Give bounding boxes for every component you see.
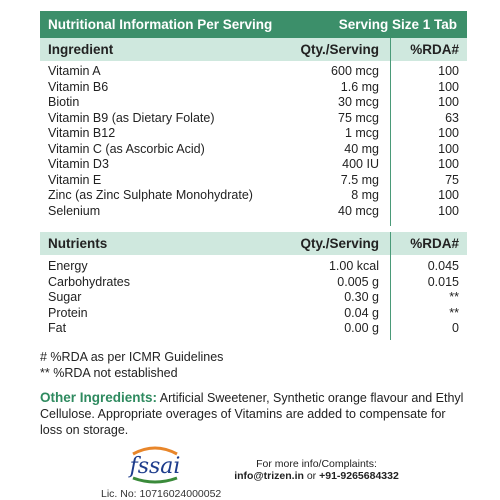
contact-info xyxy=(229,458,404,482)
row-qty: 8 mg xyxy=(351,188,379,202)
nutrients-rows xyxy=(40,259,467,337)
col-rda: %RDA# xyxy=(410,236,459,251)
table-row xyxy=(40,306,467,322)
row-name: Vitamin E xyxy=(48,172,102,187)
table-row xyxy=(40,80,467,96)
row-qty: 30 mcg xyxy=(338,95,379,109)
row-rda: 0.045 xyxy=(427,259,459,273)
row-qty: 0.04 g xyxy=(344,305,379,320)
row-rda: 100 xyxy=(438,64,459,78)
vitamins-table-header xyxy=(40,38,467,61)
license-number: Lic. No: 10716024000052 xyxy=(101,488,222,500)
table-row xyxy=(40,275,467,291)
row-name: Vitamin D3 xyxy=(48,157,109,171)
other-ingredients xyxy=(40,390,470,438)
row-name: Vitamin C (as Ascorbic Acid) xyxy=(48,141,205,156)
nutrition-header xyxy=(40,11,467,38)
row-name: Vitamin A xyxy=(48,64,101,78)
other-ingredients-text: Artificial Sweetener, Synthetic orange flavour and Ethyl Cellulose. Appropriate overages of Vitamins are added to compensate for loss on storage. xyxy=(40,391,464,437)
row-name: Carbohydrates xyxy=(48,274,130,289)
contact-line xyxy=(229,470,404,482)
nutrition-title: Nutritional Information Per Serving xyxy=(48,17,273,32)
row-rda: 0 xyxy=(452,321,459,335)
table-row xyxy=(40,188,467,204)
row-qty: 1 mcg xyxy=(344,126,379,140)
footnotes xyxy=(40,349,223,381)
vitamins-rows xyxy=(40,64,467,219)
row-qty: 0.005 g xyxy=(337,274,379,289)
col-rda: %RDA# xyxy=(410,42,459,57)
row-qty: 40 mcg xyxy=(338,203,379,218)
row-name: Biotin xyxy=(48,95,80,109)
nutrients-table-header xyxy=(40,232,467,255)
row-rda: 63 xyxy=(445,110,459,125)
row-name: Vitamin B12 xyxy=(48,126,116,140)
col-qty: Qty./Serving xyxy=(300,236,379,251)
row-name: Vitamin B6 xyxy=(48,79,109,94)
contact-email: info@trizen.in xyxy=(234,470,304,482)
row-rda: 0.015 xyxy=(427,274,459,289)
table-row xyxy=(40,111,467,127)
col-nutrients: Nutrients xyxy=(48,236,108,251)
row-rda: 100 xyxy=(438,203,459,218)
row-name: Sugar xyxy=(48,290,82,304)
row-qty: 1.00 kcal xyxy=(328,259,379,273)
fssai-logo xyxy=(105,440,205,484)
row-qty: 7.5 mg xyxy=(340,172,379,187)
row-qty: 75 mcg xyxy=(338,110,379,125)
row-qty: 40 mg xyxy=(344,141,379,156)
row-qty: 600 mcg xyxy=(331,64,379,78)
table-row xyxy=(40,173,467,189)
footnote-not-established: ** %RDA not established xyxy=(40,366,178,380)
row-rda: 100 xyxy=(438,141,459,156)
row-rda: 100 xyxy=(438,157,459,171)
other-ingredients-label: Other Ingredients: xyxy=(40,390,158,405)
row-name: Vitamin B9 (as Dietary Folate) xyxy=(48,110,215,125)
row-rda: 100 xyxy=(438,188,459,202)
table-row xyxy=(40,204,467,220)
row-rda: 75 xyxy=(445,172,459,187)
row-name: Energy xyxy=(48,259,88,273)
row-rda: 100 xyxy=(438,95,459,109)
row-name: Protein xyxy=(48,305,88,320)
row-qty: 0.00 g xyxy=(344,321,379,335)
contact-prefix: For more info/Complaints: xyxy=(256,458,377,470)
table-row xyxy=(40,142,467,158)
table-row xyxy=(40,321,467,337)
row-rda: ** xyxy=(449,290,459,304)
table-row xyxy=(40,64,467,80)
row-rda: ** xyxy=(449,305,459,320)
table-row xyxy=(40,157,467,173)
row-qty: 400 IU xyxy=(342,157,379,171)
table-row xyxy=(40,290,467,306)
row-qty: 1.6 mg xyxy=(340,79,379,94)
footnote-rda: # %RDA as per ICMR Guidelines xyxy=(40,350,224,364)
serving-size: Serving Size 1 Tab xyxy=(338,17,457,32)
table-row xyxy=(40,95,467,111)
row-name: Fat xyxy=(48,321,67,335)
fssai-logo-text: fssai xyxy=(129,454,181,479)
row-name: Selenium xyxy=(48,203,101,218)
table-row xyxy=(40,126,467,142)
row-rda: 100 xyxy=(438,79,459,94)
table-row xyxy=(40,259,467,275)
contact-phone: +91-9265684332 xyxy=(319,470,399,482)
col-qty: Qty./Serving xyxy=(300,42,379,57)
contact-or: or xyxy=(303,470,320,482)
row-qty: 0.30 g xyxy=(344,290,379,304)
row-name: Zinc (as Zinc Sulphate Monohydrate) xyxy=(48,188,253,202)
col-ingredient: Ingredient xyxy=(48,42,114,57)
row-rda: 100 xyxy=(438,126,459,140)
